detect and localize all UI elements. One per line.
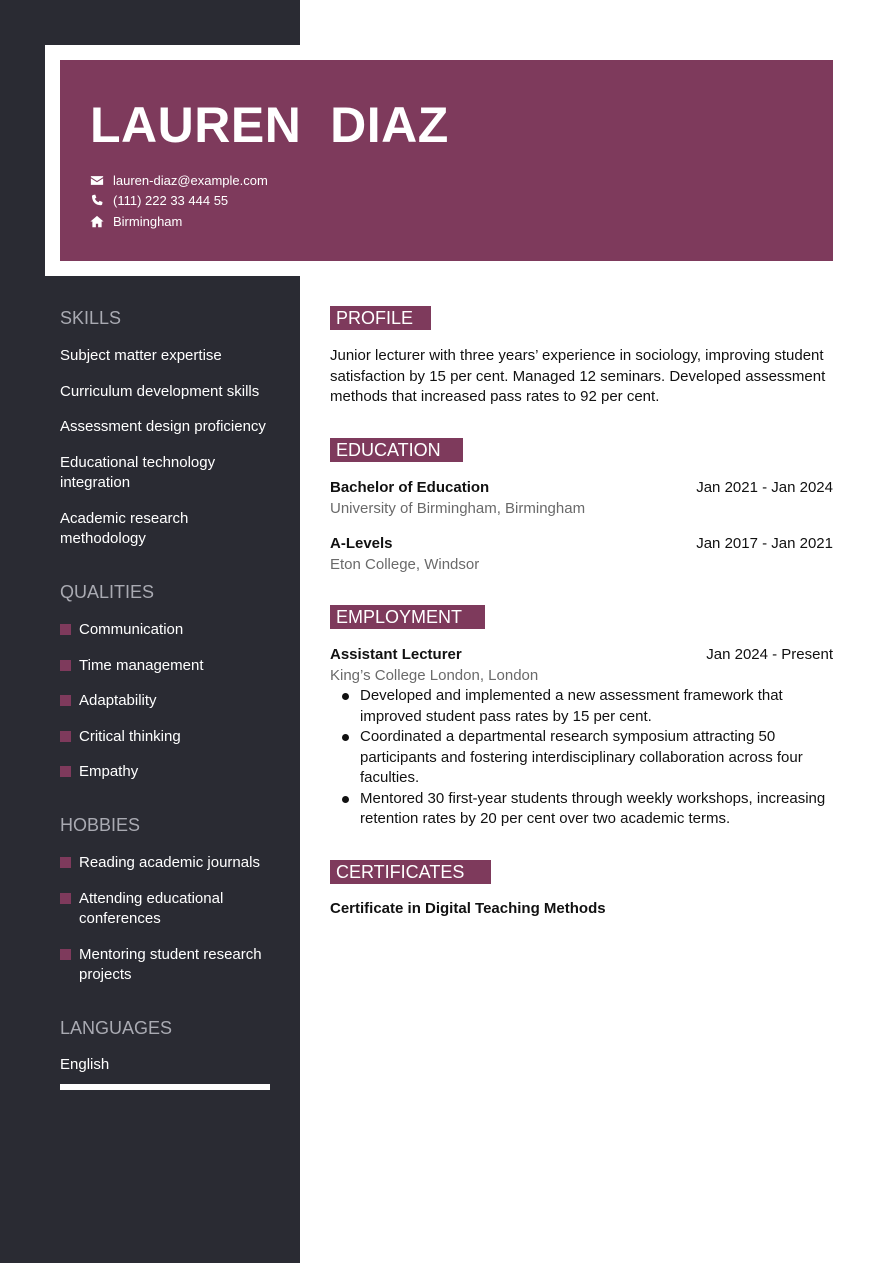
- list-item: [330, 686, 833, 727]
- languages-heading: LANGUAGES: [60, 1018, 173, 1038]
- quality-item: [60, 727, 275, 748]
- education-dates: Jan 2017 - Jan 2021: [696, 535, 833, 552]
- bullet-dot-icon: [342, 693, 349, 700]
- square-bullet-icon: [60, 731, 71, 742]
- list-item: [330, 789, 833, 830]
- square-bullet-icon: [60, 660, 71, 671]
- bullet-text: Developed and implemented a new assessment framework that improved student pass rates by 15 per cent.: [360, 687, 783, 725]
- hobby-label: Attending educational conferences: [79, 889, 224, 927]
- skills-heading: SKILLS: [60, 308, 122, 328]
- skill-item: Curriculum development skills: [60, 382, 260, 400]
- hobby-item: [60, 889, 275, 930]
- profile-heading: PROFILE: [330, 306, 431, 330]
- phone-icon: [90, 193, 105, 207]
- bullet-dot-icon: [342, 734, 349, 741]
- degree-title: A-Levels: [330, 535, 393, 552]
- candidate-name: [90, 96, 449, 154]
- header: [60, 60, 833, 261]
- square-bullet-icon: [60, 766, 71, 777]
- job-dates: Jan 2024 - Present: [706, 646, 833, 663]
- square-bullet-icon: [60, 893, 71, 904]
- qualities-list: [60, 620, 275, 798]
- hobby-label: Mentoring student research projects: [79, 945, 262, 983]
- contact-phone[interactable]: [90, 191, 228, 209]
- employer-name: King’s College London, London: [330, 667, 539, 684]
- email-text: lauren-diaz@example.com: [113, 172, 268, 188]
- last-name: DIAZ: [330, 97, 449, 153]
- education-entry: [330, 479, 833, 496]
- quality-label: Time management: [79, 656, 204, 674]
- language-level-fill: [60, 1084, 270, 1090]
- bullet-dot-icon: [342, 796, 349, 803]
- skills-list: [60, 346, 275, 565]
- quality-label: Empathy: [79, 763, 139, 780]
- quality-item: [60, 620, 275, 641]
- hobby-item: [60, 945, 275, 986]
- bullet-text: Coordinated a departmental research symposium attracting 50 participants and fostering interdisciplinary collaboration across four faculties.: [360, 728, 803, 786]
- square-bullet-icon: [60, 695, 71, 706]
- job-bullets: [330, 686, 833, 830]
- job-title: Assistant Lecturer: [330, 646, 462, 663]
- language-name: English: [60, 1056, 110, 1073]
- school-name: University of Birmingham, Birmingham: [330, 500, 586, 517]
- home-icon: [90, 214, 105, 228]
- qualities-heading: QUALITIES: [60, 582, 155, 602]
- certificates-heading: CERTIFICATES: [330, 860, 491, 884]
- square-bullet-icon: [60, 624, 71, 635]
- skill-item: Assessment design proficiency: [60, 418, 266, 435]
- hobby-label: Reading academic journals: [79, 854, 260, 871]
- quality-label: Critical thinking: [79, 727, 181, 745]
- school-name: Eton College, Windsor: [330, 556, 480, 573]
- quality-item: [60, 656, 275, 677]
- first-name: LAUREN: [90, 97, 302, 153]
- employment-heading: EMPLOYMENT: [330, 605, 485, 629]
- phone-text: (111) 222 33 444 55: [113, 192, 229, 208]
- location-text: Birmingham: [113, 213, 183, 229]
- square-bullet-icon: [60, 949, 71, 960]
- quality-item: [60, 691, 275, 712]
- list-item: [330, 727, 833, 789]
- hobby-item: [60, 853, 275, 874]
- quality-label: Communication: [79, 621, 184, 638]
- education-dates: Jan 2021 - Jan 2024: [696, 479, 833, 496]
- degree-title: Bachelor of Education: [330, 479, 490, 496]
- education-heading: EDUCATION: [330, 438, 463, 462]
- envelope-icon: [90, 173, 105, 187]
- contact-email[interactable]: [90, 171, 268, 189]
- certificate-item: Certificate in Digital Teaching Methods: [330, 900, 606, 917]
- square-bullet-icon: [60, 857, 71, 868]
- profile-text: Junior lecturer with three years’ experience in sociology, improving student satisfaction by 15 per cent. Managed 12 seminars. Developed assessment methods that increased pass rates to 92 per cent.: [330, 347, 826, 405]
- skill-item: Academic research methodology: [60, 509, 189, 547]
- contact-location: [90, 212, 182, 230]
- hobbies-heading: HOBBIES: [60, 815, 141, 835]
- quality-label: Adaptability: [79, 692, 157, 709]
- hobbies-list: [60, 853, 275, 1001]
- education-entry: [330, 535, 833, 552]
- employment-entry: [330, 646, 833, 663]
- skill-item: Educational technology integration: [60, 453, 216, 491]
- bullet-text: Mentored 30 first-year students through weekly workshops, increasing retention rates by 20 per cent over two academic terms.: [360, 789, 826, 827]
- skill-item: Subject matter expertise: [60, 347, 222, 364]
- language-level-bar: [60, 1084, 270, 1090]
- quality-item: [60, 762, 275, 783]
